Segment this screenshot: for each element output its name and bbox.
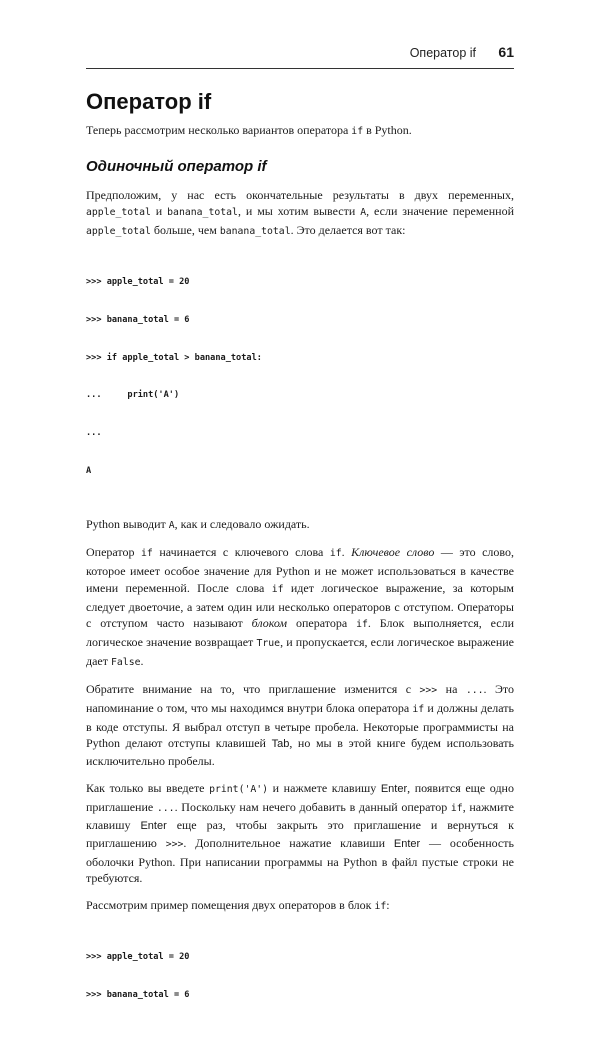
paragraph-6: Рассмотрим пример помещения двух операторов в блок if: [86,898,390,913]
running-title: Оператор if [409,46,476,60]
section-title: Оператор if [86,89,212,114]
page-number: 61 [498,44,514,60]
page-content [86,88,514,1040]
paragraph-4: Обратите внимание на то, что приглашение изменится с >>> на .... Это напоминание о том, что мы находимся внутри блока оператора if и должны делать в коде отступы. Я выбрал отступ в четыре пробела. Некоторые программисты на Python делают отступы клавишей Tab, но мы в этой книге будем использовать исключительно пробелы. [86,682,515,769]
code-line: A [86,465,92,476]
subsection-title: Одиночный оператор if [86,157,267,175]
paragraph-5: Как только вы введете print('A') и нажмете клавишу Enter, появится еще одно приглашение .... Поскольку нам нечего добавить в данный оператор if, нажмите клавишу Enter еще раз, чтобы закрыть это приглашение и вернуться к приглашению >>>. Дополнительное нажатие клавиши Enter — особенность оболочки Python. При написании программы на Python в файл пустые строки не требуются. [86,780,514,886]
code-block-1 [86,251,514,503]
paragraph-2: Python выводит A, как и следовало ожидать. [86,516,310,531]
paragraph-3: Оператор if начинается с ключевого слова if. Ключевое слово — это слово, которое имеет особое значение для Python и не может использоваться в качестве имени переменной. После слова if идет логическое выражение, за которым следует двоеточие, а затем один или несколько операторов с отступом. Операторы с отступом часто называют блоком оператора if. Блок выполняется, если логическое значение возвращает True, и пропускается, если логическое выражение дает False. [86,545,515,668]
running-header [86,44,514,69]
code-line: >>> if apple_total > banana_total: [86,352,262,363]
paragraph-1: Предположим, у нас есть окончательные результаты в двух переменных, apple_total и banana_total, и мы хотим вывести A, если значение переменной apple_total больше, чем banana_total. Это делается вот так: [86,187,515,238]
intro-paragraph: Теперь рассмотрим несколько вариантов оператора if в Python. [86,123,412,137]
code-line: >>> banana_total = 6 [86,989,190,1000]
code-line: >>> apple_total = 20 [86,277,190,287]
code-line: >>> banana_total = 6 [86,314,190,325]
code-block-2 [86,926,514,1027]
code-line: ... [86,428,102,439]
code-line: ... print('A') [86,390,180,401]
code-line: >>> apple_total = 20 [86,951,190,962]
